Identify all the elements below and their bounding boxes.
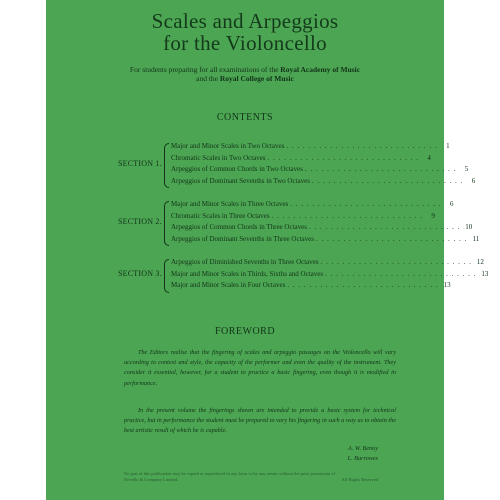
- contents-entry-page: 6: [450, 200, 454, 208]
- contents-entry: [171, 211, 435, 221]
- dot-leader: . . . . . . . . . . . . . . . . . . . . . . . . . . . .: [290, 200, 442, 208]
- dot-leader: . . . . . . . . . . . . . . . . . . . . . . . . . . . .: [286, 142, 438, 150]
- cover-page: [46, 0, 489, 500]
- contents-entry: [171, 269, 489, 279]
- foreword-heading: FOREWORD: [214, 326, 276, 337]
- dot-leader: . . . . . . . . . . . . . . . . . . . . . . . . . . . .: [311, 176, 464, 185]
- contents-entry: [171, 281, 451, 290]
- signature-1: A. W. Benoy: [347, 445, 378, 452]
- contents-entry: [171, 200, 454, 209]
- contents-entry: [171, 165, 469, 174]
- contents-entry-title: Arpeggios of Dominant Sevenths in Three Octaves: [171, 234, 314, 243]
- contents-entry: [171, 234, 480, 244]
- contents-entry-title: Major and Minor Scales in Two Octaves: [171, 142, 285, 150]
- section-label: SECTION 3.: [118, 269, 162, 279]
- contents-entry-page: 6: [471, 176, 476, 185]
- contents-entry-title: Arpeggios of Common Chords in Three Octaves: [171, 223, 307, 231]
- contents-heading: CONTENTS: [216, 112, 274, 123]
- contents-entry-title: Arpeggios of Dominant Sevenths in Two Octaves: [171, 176, 310, 185]
- dot-leader: . . . . . . . . . . . . . . . . . . . . . . . . . . . .: [271, 211, 423, 220]
- dot-leader: . . . . . . . . . . . . . . . . . . . . . . . . . . . .: [267, 153, 419, 162]
- contents-entry: [171, 142, 450, 151]
- dot-leader: . . . . . . . . . . . . . . . . . . . . . . . . . . . .: [308, 223, 461, 231]
- contents-entry-page: 11: [472, 234, 480, 243]
- contents-entry: [171, 223, 473, 232]
- contents-entry-title: Major and Minor Scales in Four Octaves: [171, 281, 286, 289]
- copyright-notice: No part of this publication may be copied or reproduced in any form or by any means without the prior permission of Novello & Company Limited.: [124, 471, 336, 482]
- dot-leader: . . . . . . . . . . . . . . . . . . . . . . . . . . . .: [325, 269, 477, 278]
- dot-leader: . . . . . . . . . . . . . . . . . . . . . . . . . . . .: [287, 281, 439, 289]
- section-brace: [164, 143, 169, 188]
- signature-2: L. Burrowes: [347, 455, 378, 462]
- contents-entry-title: Arpeggios of Diminished Sevenths in Three Octaves: [171, 258, 319, 266]
- contents-entry-page: 10: [465, 223, 473, 231]
- dot-leader: . . . . . . . . . . . . . . . . . . . . . . . . . . . .: [315, 234, 468, 243]
- dot-leader: . . . . . . . . . . . . . . . . . . . . . . . . . . . .: [320, 258, 472, 266]
- contents-entry: [171, 176, 476, 186]
- subtitle-line-1: [46, 65, 444, 74]
- contents-entry-page: 13: [443, 281, 451, 289]
- contents-entry-title: Major and Minor Scales in Thirds, Sixths and Octaves: [171, 269, 324, 278]
- contents-entry-title: Chromatic Scales in Two Octaves: [171, 153, 266, 162]
- rights-notice: All Rights Reserved: [341, 477, 378, 482]
- subtitle-line-1-bold: Royal Academy of Music: [280, 65, 361, 74]
- title-line-1: Scales and Arpeggios: [151, 9, 339, 33]
- contents-entry-title: Major and Minor Scales in Three Octaves: [171, 200, 289, 208]
- contents-entry-page: 12: [476, 258, 484, 266]
- foreword-paragraph-2: In the present volume the fingerings shown are intended to provide a basic system for technical practice, but in performance the student must be prepared to vary his fingering in such a way as to obtain the best artistic result of which he is capable.: [124, 407, 396, 435]
- section-brace: [164, 259, 169, 293]
- contents-entry-page: 5: [464, 165, 469, 173]
- section-label: SECTION 2.: [118, 217, 162, 226]
- contents-entry-page: 4: [427, 153, 431, 162]
- foreword-paragraph-1: The Editors realise that the fingering of scales and arpeggio passages on the Violoncello will vary according to context and style, the capacity of the performer and even the quality of the instrument. They consider it essential, however, for a student to practice a basic fingering, even though it is modified in performance.: [124, 349, 396, 387]
- contents-entry-title: Arpeggios of Common Chords in Two Octaves: [171, 165, 303, 173]
- contents-entry-page: 13: [481, 269, 489, 278]
- title-line-2: for the Violoncello: [163, 31, 327, 55]
- subtitle-line-2: [46, 74, 444, 83]
- contents-entry: [171, 258, 484, 267]
- contents-entry-page: 9: [431, 211, 435, 220]
- section-brace: [164, 201, 169, 246]
- contents-entry: [171, 153, 431, 163]
- contents-entry-title: Chromatic Scales in Three Octaves: [171, 211, 270, 220]
- subtitle-line-2-prefix: and the: [196, 74, 219, 83]
- section-label: SECTION 1.: [118, 159, 162, 168]
- subtitle-line-2-bold: Royal College of Music: [219, 74, 294, 83]
- subtitle-line-1-prefix: For students preparing for all examinations of the: [129, 65, 279, 74]
- dot-leader: . . . . . . . . . . . . . . . . . . . . . . . . . . . .: [304, 165, 457, 173]
- contents-entry-page: 1: [446, 142, 450, 150]
